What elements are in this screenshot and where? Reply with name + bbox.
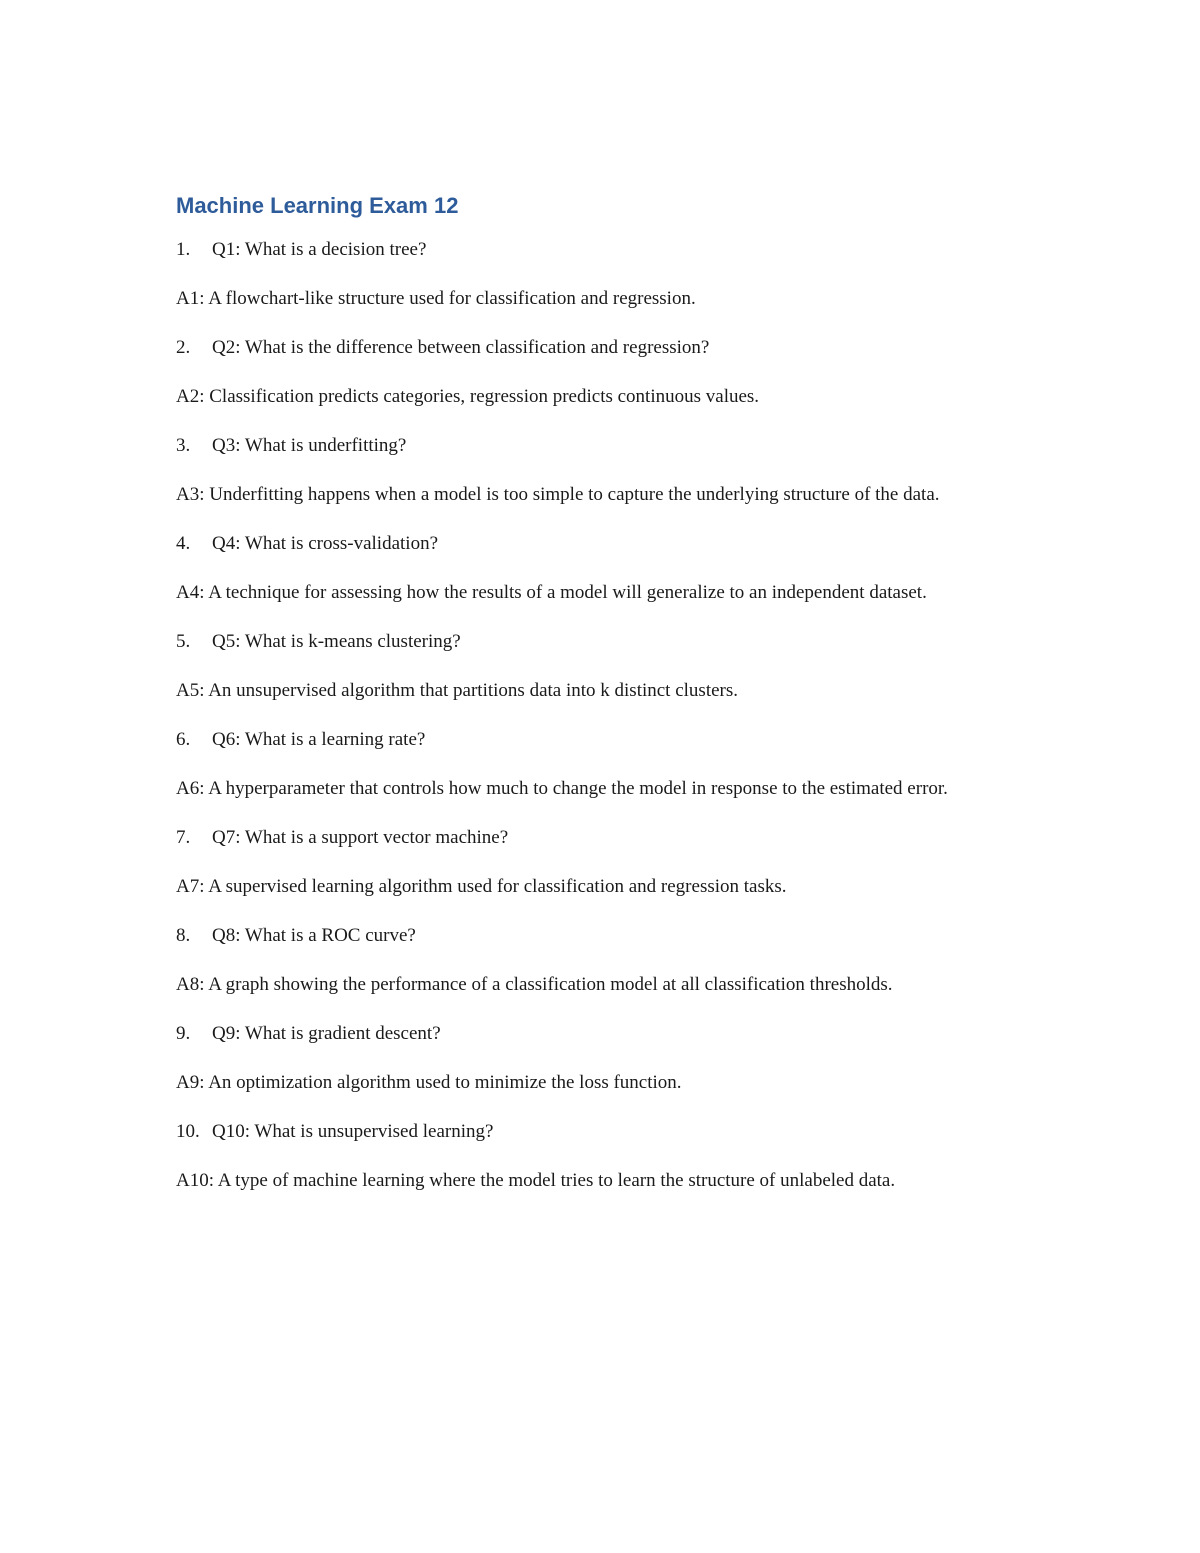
question xyxy=(176,823,1026,852)
question-text: Q9: What is gradient descent? xyxy=(212,1023,441,1044)
document-title: Machine Learning Exam 12 xyxy=(176,193,459,218)
question-text: Q3: What is underfitting? xyxy=(212,435,407,456)
answer: A3: Underfitting happens when a model is too simple to capture the underlying structure of the data. xyxy=(176,484,940,505)
qa-item xyxy=(176,235,1026,313)
answer: A10: A type of machine learning where the model tries to learn the structure of unlabeled data. xyxy=(176,1170,896,1191)
question-number: 2. xyxy=(176,337,191,358)
question-number: 6. xyxy=(176,729,191,750)
document-content xyxy=(176,190,1026,1215)
qa-item xyxy=(176,529,1026,607)
question xyxy=(176,333,1026,362)
answer: A4: A technique for assessing how the results of a model will generalize to an independent dataset. xyxy=(176,582,927,603)
question-text: Q2: What is the difference between classification and regression? xyxy=(212,337,710,358)
qa-item xyxy=(176,627,1026,705)
question xyxy=(176,1019,1026,1048)
question-text: Q8: What is a ROC curve? xyxy=(212,925,416,946)
answer: A5: An unsupervised algorithm that partitions data into k distinct clusters. xyxy=(176,680,739,701)
answer: A8: A graph showing the performance of a classification model at all classification thresholds. xyxy=(176,974,893,995)
question-text: Q6: What is a learning rate? xyxy=(212,729,426,750)
question-text: Q1: What is a decision tree? xyxy=(212,239,427,260)
question xyxy=(176,529,1026,558)
qa-item xyxy=(176,725,1026,803)
qa-item xyxy=(176,431,1026,509)
question xyxy=(176,235,1026,264)
question-number: 9. xyxy=(176,1023,191,1044)
question xyxy=(176,921,1026,950)
question xyxy=(176,725,1026,754)
question xyxy=(176,431,1026,460)
question xyxy=(176,1117,1026,1146)
question-number: 10. xyxy=(176,1121,200,1142)
qa-item xyxy=(176,333,1026,411)
question-number: 5. xyxy=(176,631,191,652)
question-number: 8. xyxy=(176,925,191,946)
answer: A9: An optimization algorithm used to minimize the loss function. xyxy=(176,1072,682,1093)
question-text: Q10: What is unsupervised learning? xyxy=(212,1121,494,1142)
question-number: 3. xyxy=(176,435,191,456)
question-text: Q4: What is cross-validation? xyxy=(212,533,439,554)
qa-item xyxy=(176,823,1026,901)
answer: A2: Classification predicts categories, regression predicts continuous values. xyxy=(176,386,760,407)
question-number: 4. xyxy=(176,533,191,554)
qa-item xyxy=(176,1117,1026,1195)
question-text: Q7: What is a support vector machine? xyxy=(212,827,509,848)
answer: A6: A hyperparameter that controls how much to change the model in response to the estimated error. xyxy=(176,778,948,799)
answer: A7: A supervised learning algorithm used for classification and regression tasks. xyxy=(176,876,787,897)
question-number: 1. xyxy=(176,239,191,260)
qa-item xyxy=(176,1019,1026,1097)
question xyxy=(176,627,1026,656)
question-number: 7. xyxy=(176,827,191,848)
qa-item xyxy=(176,921,1026,999)
question-text: Q5: What is k-means clustering? xyxy=(212,631,461,652)
answer: A1: A flowchart-like structure used for classification and regression. xyxy=(176,288,696,309)
